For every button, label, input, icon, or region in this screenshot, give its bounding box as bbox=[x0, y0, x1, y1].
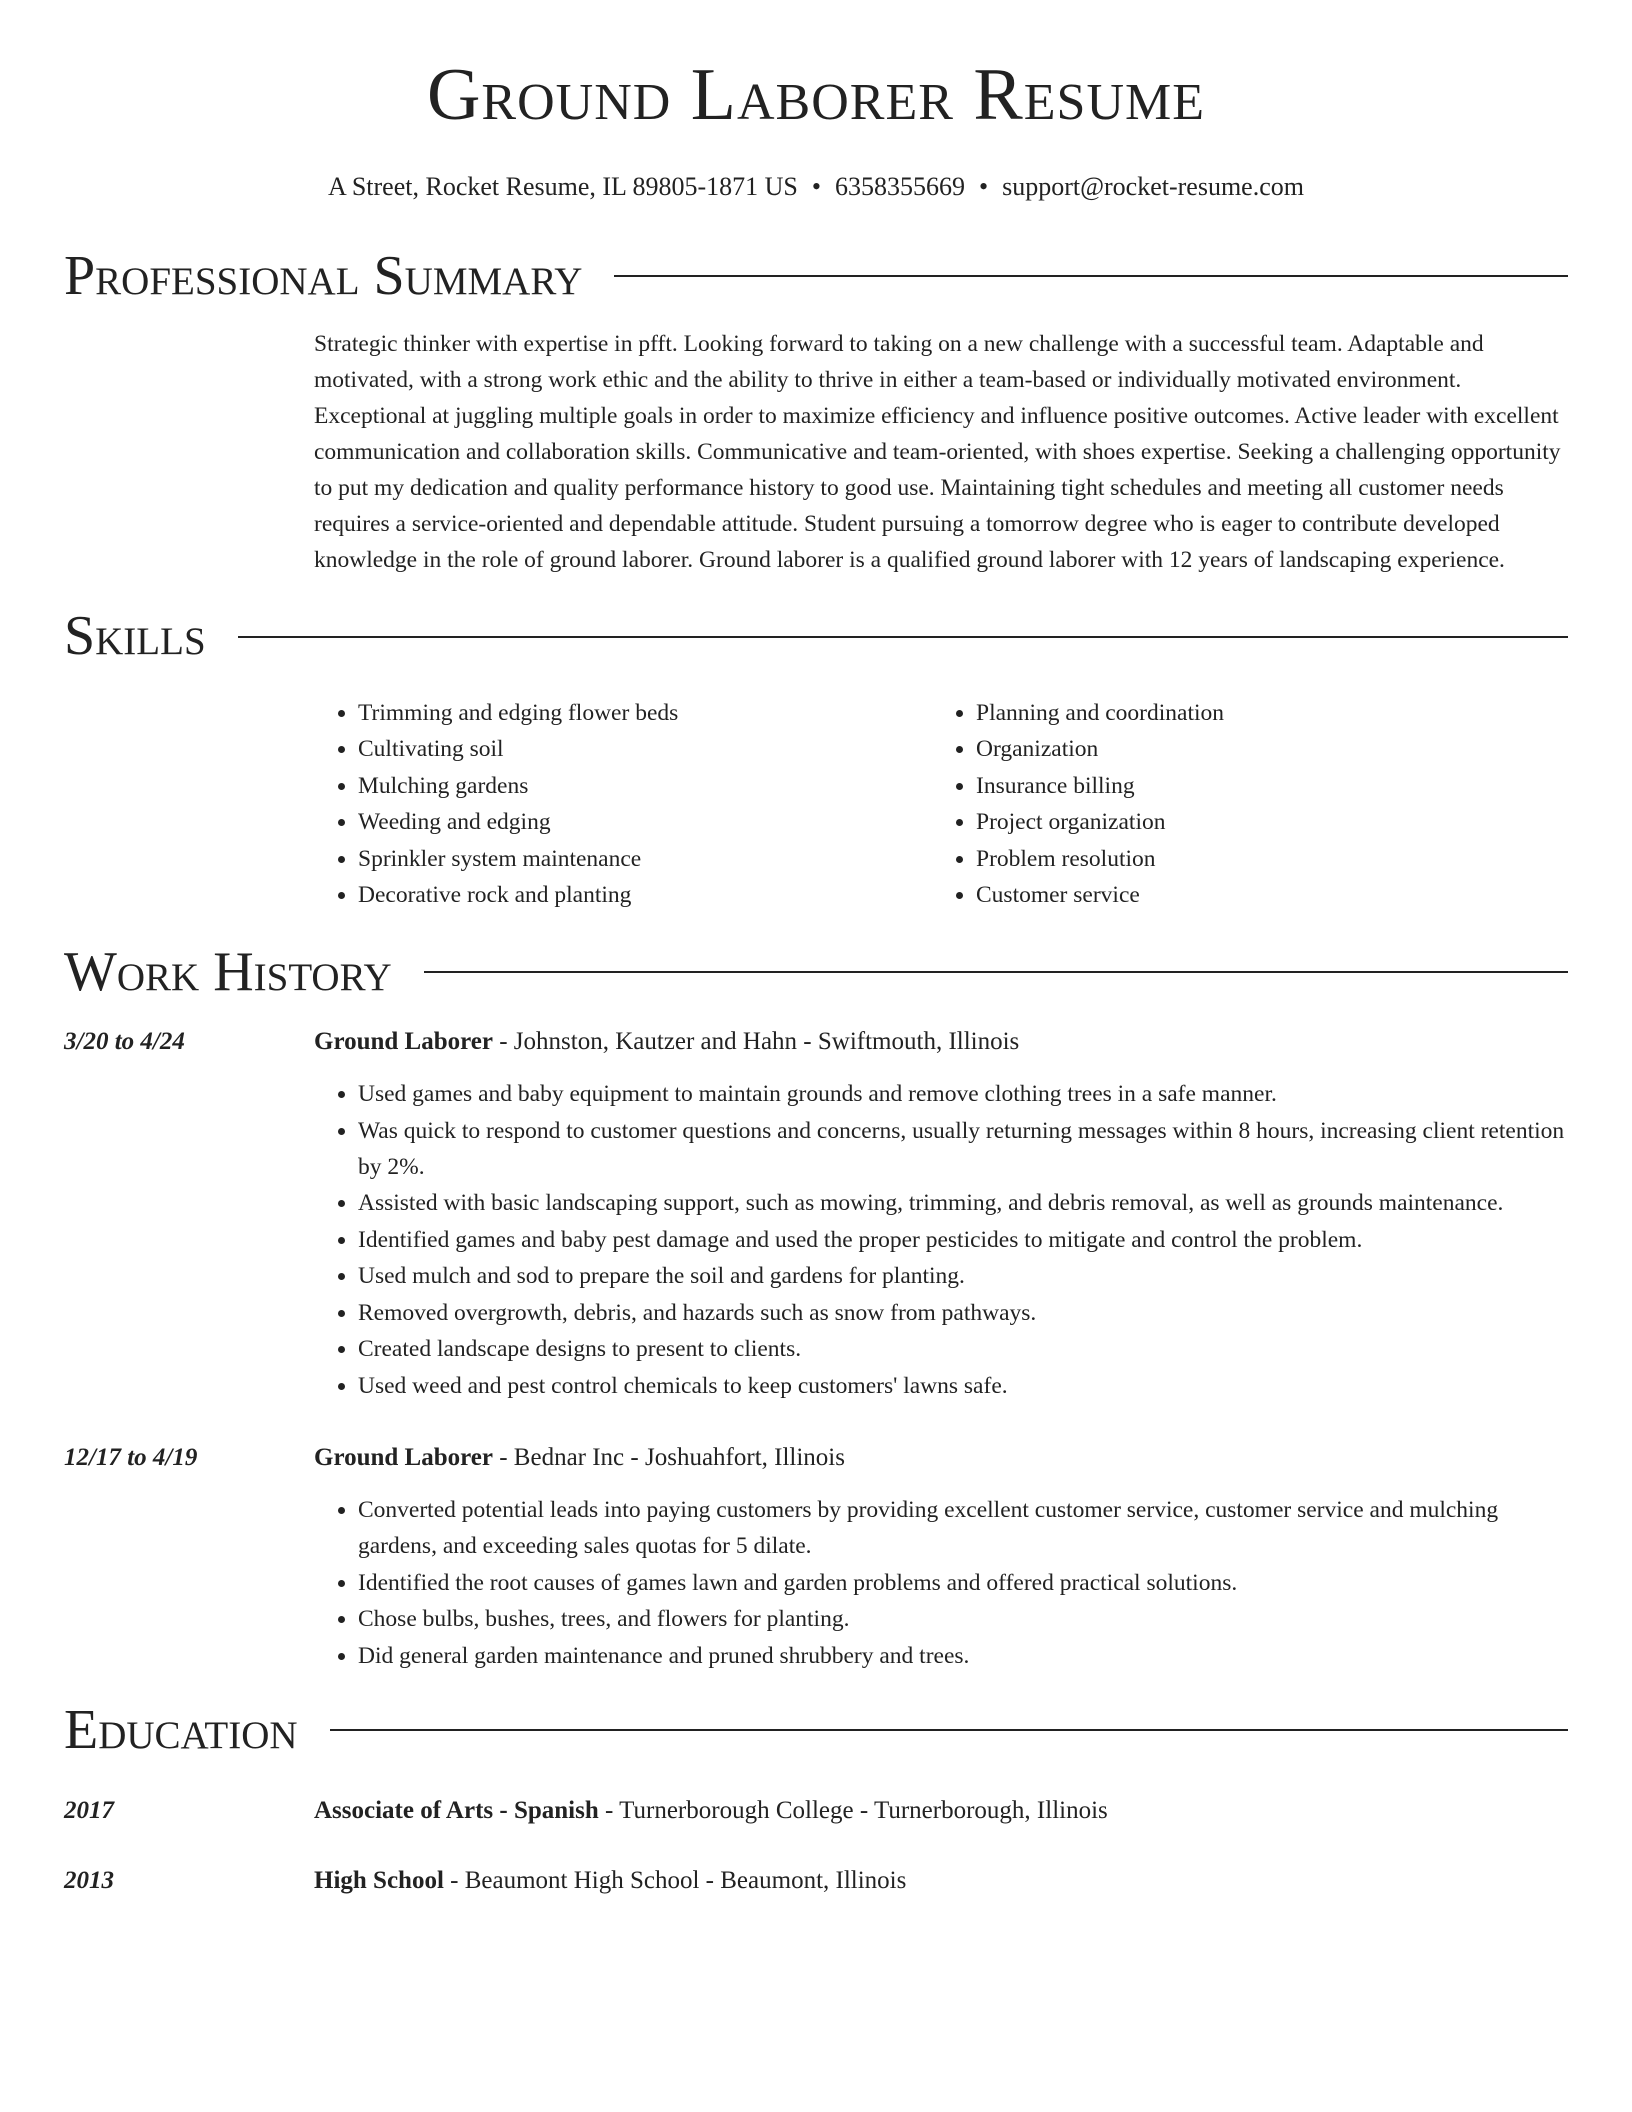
education-heading bbox=[314, 1863, 906, 1899]
skill-item: • Problem resolution bbox=[976, 841, 1550, 878]
skill-item: • Customer service bbox=[976, 877, 1550, 914]
education-school: - Turnerborough College - Turnerborough, Illinois bbox=[598, 1796, 1108, 1824]
job-bullet: • Converted potential leads into paying customers by providing excellent customer service, customer service and mulching gardens, and exceeding sales quotas for 5 dilate. bbox=[358, 1492, 1568, 1564]
job-entry bbox=[64, 1024, 1568, 1404]
section-divider bbox=[424, 971, 1568, 973]
section-divider bbox=[614, 275, 1568, 277]
job-bullet: • Used weed and pest control chemicals to keep customers' lawns safe. bbox=[358, 1368, 1568, 1404]
job-bullet: • Identified the root causes of games lawn and garden problems and offered practical solutions. bbox=[358, 1565, 1568, 1601]
job-bullet: • Did general garden maintenance and pruned shrubbery and trees. bbox=[358, 1638, 1568, 1674]
job-bullets bbox=[314, 1492, 1568, 1674]
job-title: Ground Laborer bbox=[314, 1028, 493, 1056]
skills-list bbox=[314, 695, 1568, 914]
job-bullet: • Removed overgrowth, debris, and hazards such as snow from pathways. bbox=[358, 1295, 1568, 1331]
job-bullet: • Chose bulbs, bushes, trees, and flowers for planting. bbox=[358, 1601, 1568, 1637]
section-title-summary: Professional Summary bbox=[64, 245, 583, 307]
job-bullet: • Assisted with basic landscaping support, such as mowing, trimming, and debris removal, as well as grounds maintenance. bbox=[358, 1185, 1568, 1221]
job-bullet: • Identified games and baby pest damage and used the proper pesticides to mitigate and control the problem. bbox=[358, 1222, 1568, 1258]
job-bullet: • Used mulch and sod to prepare the soil and gardens for planting. bbox=[358, 1258, 1568, 1294]
skills-column-left bbox=[314, 695, 932, 914]
job-bullet: • Used games and baby equipment to maintain grounds and remove clothing trees in a safe manner. bbox=[358, 1076, 1568, 1112]
skill-item: • Cultivating soil bbox=[358, 731, 932, 768]
skill-item: • Project organization bbox=[976, 804, 1550, 841]
section-header-education bbox=[64, 1698, 1568, 1762]
section-divider bbox=[330, 1729, 1568, 1731]
education-year: 2017 bbox=[64, 1796, 114, 1824]
resume-page bbox=[64, 0, 1568, 1899]
job-bullets bbox=[314, 1076, 1568, 1404]
job-bullet: • Created landscape designs to present to clients. bbox=[358, 1331, 1568, 1367]
resume-title: Ground Laborer Resume bbox=[426, 54, 1206, 136]
education-heading bbox=[314, 1793, 1108, 1829]
section-header-summary bbox=[64, 244, 1568, 308]
contact-separator: • bbox=[978, 172, 989, 201]
skill-item: • Trimming and edging flower beds bbox=[358, 695, 932, 732]
contact-phone: 6358355669 bbox=[834, 172, 965, 201]
education-school: - Beaumont High School - Beaumont, Illinois bbox=[443, 1866, 907, 1894]
job-dates: 3/20 to 4/24 bbox=[64, 1028, 185, 1056]
education-year: 2013 bbox=[64, 1866, 114, 1894]
section-divider bbox=[238, 636, 1568, 638]
skill-item: • Insurance billing bbox=[976, 768, 1550, 805]
job-title: Ground Laborer bbox=[314, 1444, 493, 1472]
education-entry bbox=[64, 1793, 1568, 1829]
skills-column-right bbox=[932, 695, 1550, 914]
skill-item: • Weeding and edging bbox=[358, 804, 932, 841]
contact-address: A Street, Rocket Resume, IL 89805-1871 US bbox=[327, 172, 798, 201]
section-title-education: Education bbox=[64, 1699, 298, 1762]
section-header-work bbox=[64, 940, 1568, 1004]
summary-text: Strategic thinker with expertise in pfft. Looking forward to taking on a new challenge with a successful team. Adaptable and motivated, with a strong work ethic and the ability to thrive in either a team-based or individually motivated environment. Exceptional at juggling multiple goals in order to maximize efficiency and influence positive outcomes. Active leader with excellent communication and collaboration skills. Communicative and team-oriented, with shoes expertise. Seeking a challenging opportunity to put my dedication and quality performance history to good use. Maintaining tight schedules and meeting all customer needs requires a service-oriented and dependable attitude. Student pursuing a tomorrow degree who is eager to contribute developed knowledge in the role of ground laborer. Ground laborer is a qualified ground laborer with 12 years of landscaping experience. bbox=[314, 331, 1561, 574]
job-employer: - Johnston, Kautzer and Hahn - Swiftmouth, Illinois bbox=[492, 1028, 1020, 1056]
job-bullet: • Was quick to respond to customer questions and concerns, usually returning messages within 8 hours, increasing client retention by 2%. bbox=[358, 1113, 1568, 1185]
education-degree: High School bbox=[314, 1866, 444, 1894]
section-title-work: Work History bbox=[64, 940, 392, 1003]
contact-email: support@rocket-resume.com bbox=[1002, 172, 1304, 201]
skill-item: • Organization bbox=[976, 731, 1550, 768]
skill-item: • Planning and coordination bbox=[976, 695, 1550, 732]
skill-item: • Sprinkler system maintenance bbox=[358, 841, 932, 878]
contact-line bbox=[64, 174, 1568, 200]
job-employer: - Bednar Inc - Joshuahfort, Illinois bbox=[492, 1444, 845, 1472]
job-heading bbox=[314, 1024, 1568, 1060]
section-header-skills bbox=[64, 604, 1568, 668]
skill-item: • Mulching gardens bbox=[358, 768, 932, 805]
education-entry bbox=[64, 1863, 1568, 1899]
skill-item: • Decorative rock and planting bbox=[358, 877, 932, 914]
contact-separator: • bbox=[811, 172, 821, 201]
section-title-skills: Skills bbox=[64, 605, 206, 668]
job-dates: 12/17 to 4/19 bbox=[64, 1444, 198, 1472]
job-entry bbox=[64, 1440, 1568, 1674]
job-heading bbox=[314, 1440, 1568, 1476]
education-degree: Associate of Arts - Spanish bbox=[314, 1796, 599, 1824]
